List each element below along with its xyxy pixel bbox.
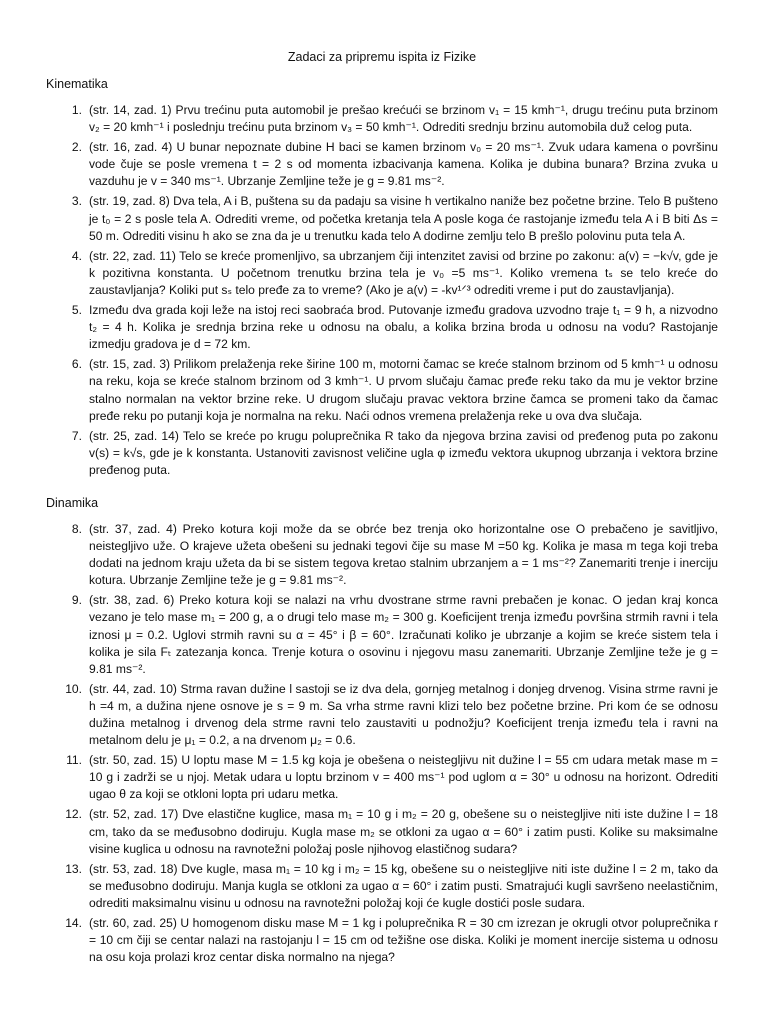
problem-number: 5. <box>71 303 82 318</box>
problem-text: (str. 19, zad. 8) Dva tela, A i B, puštena su da padaju sa visine h vertikalno naniže bez početne brzine. Telo B pušteno je t₀ = 2 s posle tela A. Odrediti vreme, od početka kretanja tela A posle koga će rastojanje između tela A i B biti Δs = 50 m. Odrediti visinu h ako se zna da je u trenutku kada telo A dodirne zemlju telo B prešlo polovinu puta tela A. <box>89 194 718 243</box>
problem-text: (str. 60, zad. 25) U homogenom disku mase M = 1 kg i poluprečnika R = 30 cm izrezan je okrugli otvor poluprečnika r = 10 cm čiji se centar nalazi na rastojanju l = 15 cm od težišne ose diska. Koliki je moment inercije sistema u odnosu na osu koja prolazi kroz centar diska normalno na njega? <box>89 916 718 965</box>
problem-number: 3. <box>71 194 82 209</box>
problem-item <box>46 193 718 244</box>
problem-number: 1. <box>71 103 82 117</box>
problem-number: 10. <box>65 681 82 696</box>
problem-number: 4. <box>71 248 82 263</box>
problem-item <box>46 752 718 803</box>
problem-text: (str. 15, zad. 3) Prilikom prelaženja reke širine 100 m, motorni čamac se kreće stalnom brzinom od 5 kmh⁻¹ u odnosu na reku, koja se kreće stalnom brzinom od 3 kmh⁻¹. U prvom slučaju čamac pređe reku tako da mu je vektor brzine stalno normalan na vektor brzine reke. U drugom slučaju pravac vektora brzine čamca se promeni tako da čamac pređe reku po putanji koja je normalna na reku. Naći odnos vremena prelaženja reke u ova dva slučaja. <box>89 357 718 423</box>
problem-number: 8. <box>71 521 82 536</box>
problem-number: 13. <box>65 861 82 876</box>
problem-text: (str. 50, zad. 15) U loptu mase M = 1.5 kg koja je obešena o neistegljivu nit dužine l = 55 cm udara metak mase m = 10 g i zadrži se u njoj. Metak udara u loptu brzinom v = 400 ms⁻¹ pod uglom α = 30° u odnosu na horizont. Odrediti ugao θ za koji se otkloni lopta pri udaru metka. <box>89 753 718 802</box>
problem-text: (str. 37, zad. 4) Preko kotura koji može da se obrće bez trenja oko horizontalne ose O prebačeno je savitljivo, neistegljivo uže. O krajeve užeta obešeni su jednaki tegovi čije su mase M =50 kg. Kolika je masa m tega koji treba dodati na jednom kraju užeta da bi se sistem tegova kretao stalnim ubrzanjem a = 1 ms⁻²? Zanemariti trenje i inerciju kotura. Ubrzanje Zemljine teže je g = 9.81 ms⁻². <box>89 521 718 588</box>
problem-number: 12. <box>65 807 82 822</box>
problem-text: (str. 16, zad. 4) U bunar nepoznate dubine H baci se kamen brzinom v₀ = 20 ms⁻¹. Zvuk udara kamena o površinu vode čuje se posle vremena t = 2 s od momenta izbacivanja kamena. Kolika je dubina bunara? Brzina zvuka u vazduhu je v = 340 ms⁻¹. Ubrzanje Zemljine teže je g = 9.81 ms⁻². <box>89 140 718 189</box>
problem-text: (str. 52, zad. 17) Dve elastične kuglice, masa m₁ = 10 g i m₂ = 20 g, obešene su o neistegljive niti iste dužine l = 18 cm, tako da se međusobno dodiruju. Kugla mase m₂ se otkloni za ugao α = 60° i zatim pusti. Kolike su maksimalne visine kuglica u odnosu na ravnotežni položaj posle njihovog elastičnog sudara? <box>89 807 718 856</box>
problem-text: (str. 25, zad. 14) Telo se kreće po krugu poluprečnika R tako da njegova brzina zavisi od pređenog puta po zakonu v(s) = k√s, gde je k konstanta. Ustanoviti zavisnost veličine ugla φ između vektora ukupnog ubrzanja i vektora brzine pređenog puta. <box>89 428 718 477</box>
problem-text: Između dva grada koji leže na istoj reci saobraća brod. Putovanje između gradova uzvodno traje t₁ = 9 h, a nizvodno t₂ = 4 h. Kolika je srednja brzina reke u odnosu na obalu, a kolika brzina broda u odnosu na vodu? Rastojanje izmedju gradova je d = 72 km. <box>89 303 718 352</box>
problem-list <box>46 521 718 966</box>
problem-item <box>46 806 718 857</box>
problem-item <box>46 681 718 749</box>
problem-number: 7. <box>71 428 82 443</box>
problem-item <box>46 248 718 299</box>
problem-item <box>46 139 718 190</box>
problem-item <box>46 356 718 424</box>
problem-item <box>46 915 718 966</box>
problem-item <box>46 102 718 136</box>
problem-number: 6. <box>71 357 82 372</box>
problem-number: 11. <box>66 753 82 768</box>
problem-item <box>46 592 718 677</box>
section-dinamika <box>46 496 718 966</box>
problem-text: (str. 38, zad. 6) Preko kotura koji se nalazi na vrhu dvostrane strme ravni prebačen je konac. O jedan kraj konca vezano je telo mase m₁ = 200 g, a o drugi telo mase m₂ = 300 g. Koeficijent trenja između površina strmih ravni i tela iznosi μ = 0.2. Uglovi strmih ravni su α = 45° i β = 60°. Izračunati koliko je ubrzanje a kojim se kreće sistem tela i kolika je sila Fₜ zatezanja konca. Trenje kotura o osovinu i njegovu masu zanemariti. Ubrzanje Zemljine teže je g = 9.81 ms⁻². <box>89 593 718 676</box>
problem-item <box>46 302 718 353</box>
problem-number: 14. <box>65 916 82 931</box>
problem-text: (str. 14, zad. 1) Prvu trećinu puta automobil je prešao krećući se brzinom v₁ = 15 kmh⁻¹, drugu trećinu puta brzinom v₂ = 20 kmh⁻¹ i poslednju trećinu puta brzinom v₃ = 50 kmh⁻¹. Odrediti srednju brzinu automobila duž celog puta. <box>89 103 718 135</box>
problem-item <box>46 861 718 912</box>
problem-item <box>46 428 718 479</box>
problem-text: (str. 22, zad. 11) Telo se kreće promenljivo, sa ubrzanjem čiji intenzitet zavisi od brzine po zakonu: a(v) = −k√v, gde je k pozitivna konstanta. U početnom trenutku brzina tela je v₀ =5 ms⁻¹. Koliko vremena tₛ se telo kreće do zaustavljanja? Koliki put sₛ telo pređe za to vreme? (Ako je a(v) = -kv¹ᐟ³ odrediti vreme i put do zaustavljanja). <box>89 248 718 297</box>
section-heading: Dinamika <box>46 495 99 510</box>
problem-item <box>46 521 718 589</box>
problem-number: 9. <box>71 593 82 608</box>
section-kinematika <box>46 77 718 479</box>
section-heading: Kinematika <box>46 77 108 91</box>
page-title: Zadaci za pripremu ispita iz Fizike <box>287 50 477 64</box>
problem-list <box>46 102 718 479</box>
problem-number: 2. <box>71 140 82 155</box>
problem-text: (str. 53, zad. 18) Dve kugle, masa m₁ = 10 kg i m₂ = 15 kg, obešene su o neistegljive niti iste dužine l = 2 m, tako da se međusobno dodiruju. Manja kugla se otkloni za ugao α = 60° i zatim pusti. Smatrajući kugli savršeno neelastičnim, odrediti maksimalnu visinu u odnosu na ravnotežni položaj koji će kugle dostići posle sudara. <box>89 861 718 910</box>
problem-text: (str. 44, zad. 10) Strma ravan dužine l sastoji se iz dva dela, gornjeg metalnog i donjeg drvenog. Visina strme ravni je h =4 m, a dužina njene osnove je s = 9 m. Sa vrha strme ravni klizi telo bez početne brzine. Pri kom će se odnosu dužina metalnog i drvenog dela strme ravni telo zaustaviti u podnožju? Koeficijent trenja između tela i ravni na metalnom delu je μ₁ = 0.2, a na drvenom μ₂ = 0.6. <box>89 681 718 748</box>
